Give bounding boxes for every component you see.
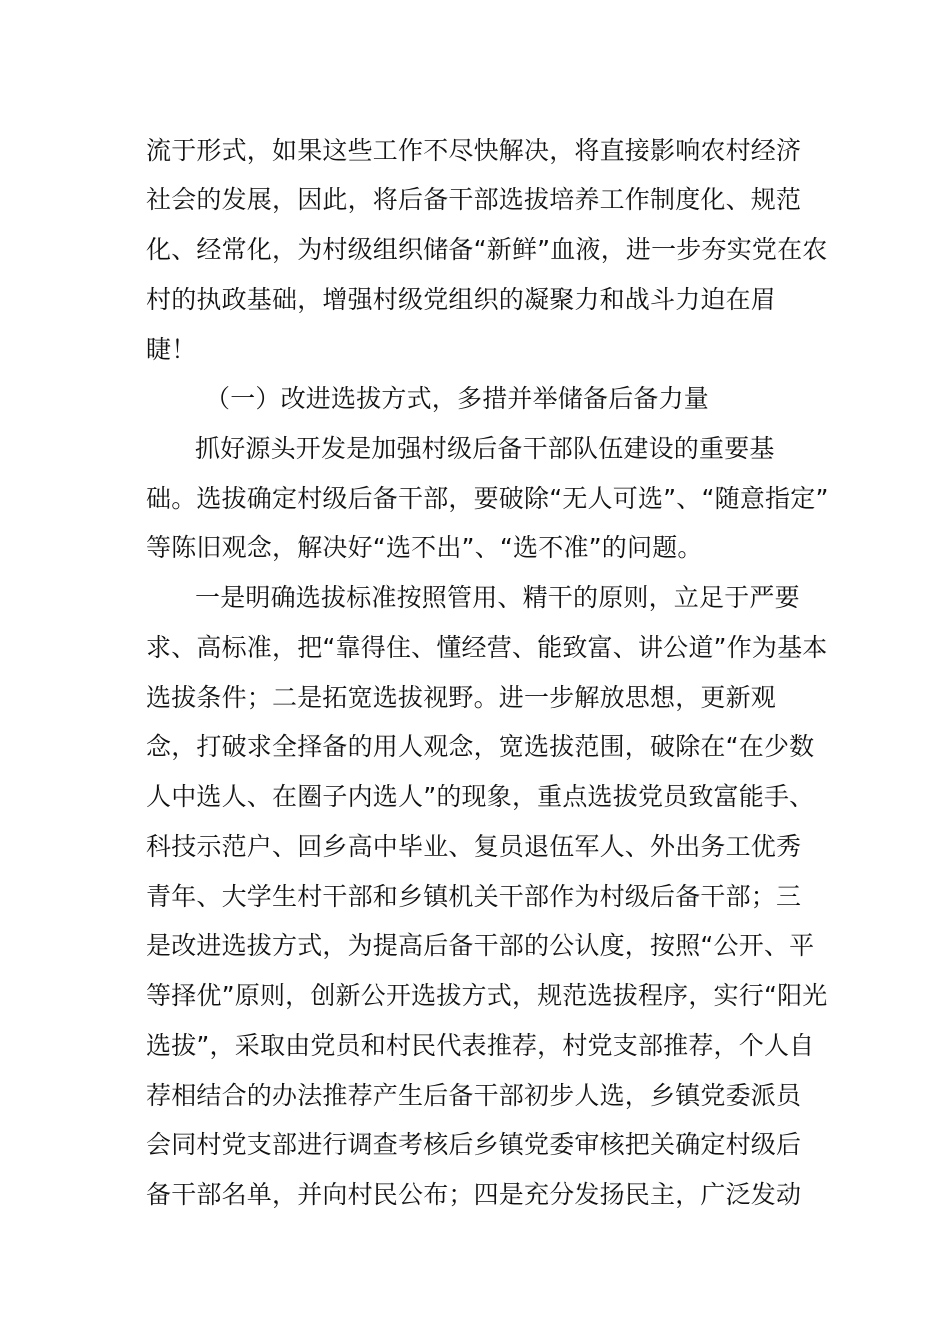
text-line-21: 会同村党支部进行调查考核后乡镇党委审核把关确定村级后 [146, 1130, 802, 1159]
text-line-3: 化、经常化，为村级组织储备“新鲜”血液，进一步夯实党在农 [146, 235, 828, 264]
section-heading: （一）改进选拔方式，多措并举储备后备力量 [205, 384, 710, 413]
text-line-19: 选拔”，采取由党员和村民代表推荐，村党支部推荐，个人自 [146, 1031, 815, 1060]
text-line-8: 础。选拔确定村级后备干部，要破除“无人可选”、“随意指定” [146, 484, 829, 513]
text-line-13: 念，打破求全择备的用人观念，宽选拔范围，破除在“在少数 [146, 732, 815, 761]
text-line-4: 村的执政基础，增强村级党组织的凝聚力和战斗力迫在眉 [146, 285, 777, 314]
text-line-20: 荐相结合的办法推荐产生后备干部初步人选，乡镇党委派员 [146, 1081, 802, 1110]
text-line-22: 备干部名单，并向村民公布；四是充分发扬民主，广泛发动 [146, 1180, 802, 1209]
text-line-18: 等择优”原则，创新公开选拔方式，规范选拔程序，实行“阳光 [146, 981, 828, 1010]
text-line-17: 是改进选拔方式，为提高后备干部的公认度，按照“公开、平 [146, 931, 815, 960]
text-line-7: 抓好源头开发是加强村级后备干部队伍建设的重要基 [195, 434, 775, 463]
text-line-14: 人中选人、在圈子内选人”的现象，重点选拔党员致富能手、 [146, 782, 815, 811]
text-line-1: 流于形式，如果这些工作不尽快解决，将直接影响农村经济 [146, 136, 802, 165]
text-line-15: 科技示范户、回乡高中毕业、复员退伍军人、外出务工优秀 [146, 832, 802, 861]
text-line-2: 社会的发展，因此，将后备干部选拔培养工作制度化、规范 [146, 185, 802, 214]
text-line-12: 选拔条件；二是拓宽选拔视野。进一步解放思想，更新观 [146, 683, 777, 712]
text-line-9: 等陈旧观念，解决好“选不出”、“选不准”的问题。 [146, 533, 703, 562]
text-line-10: 一是明确选拔标准按照管用、精干的原则，立足于严要 [195, 583, 800, 612]
text-line-5: 睫！ [146, 335, 197, 364]
text-line-16: 青年、大学生村干部和乡镇机关干部作为村级后备干部；三 [146, 882, 802, 911]
text-line-11: 求、高标准，把“靠得住、懂经营、能致富、讲公道”作为基本 [146, 633, 828, 662]
